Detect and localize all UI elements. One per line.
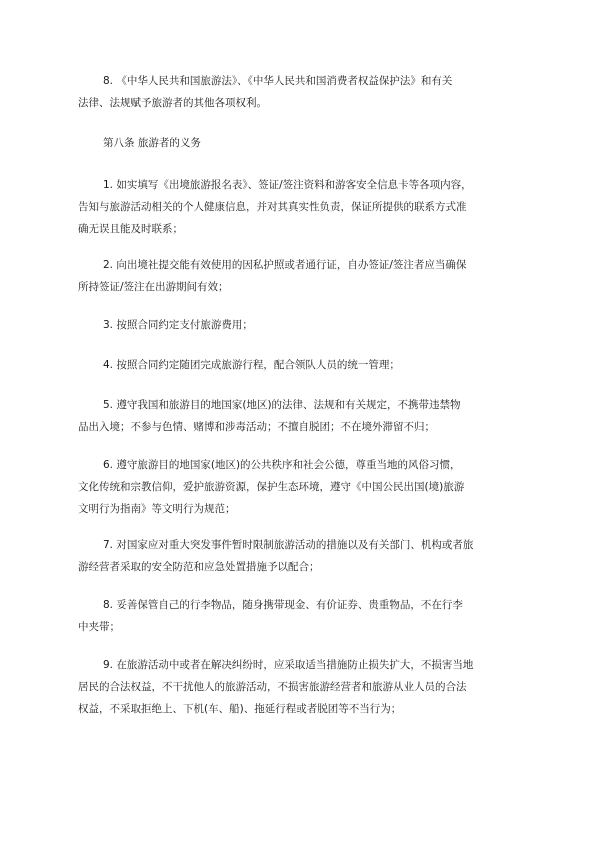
obligation-item-2-line-1: 2. 向出境社提交能有效使用的因私护照或者通行证，自办签证/签注者应当确保 xyxy=(103,259,467,271)
obligation-item-2-line-2: 所持签证/签注在出游期间有效； xyxy=(78,281,229,293)
rights-item-8 xyxy=(78,70,533,114)
obligation-item-8-line-2: 中夹带； xyxy=(78,621,120,633)
obligation-item-1 xyxy=(78,174,533,240)
obligation-item-5 xyxy=(78,394,533,438)
obligation-item-9-line-2: 居民的合法权益，不干扰他人的旅游活动，不损害旅游经营者和旅游从业人员的合法 xyxy=(78,681,467,693)
obligation-item-1-line-3: 确无误且能及时联系； xyxy=(78,223,183,235)
obligation-item-4-line-1: 4. 按照合同约定随团完成旅游行程，配合领队人员的统一管理； xyxy=(103,359,400,371)
obligation-item-8-line-1: 8. 妥善保管自己的行李物品，随身携带现金、有价证券、贵重物品，不在行李 xyxy=(103,599,463,611)
obligation-item-7 xyxy=(78,534,533,578)
obligation-item-6 xyxy=(78,454,533,520)
obligation-item-3-line-1: 3. 按照合同约定支付旅游费用； xyxy=(103,319,253,331)
rights-item-8-line-1: 8. 《中华人民共和国旅游法》、《中华人民共和国消费者权益保护法》和有关 xyxy=(103,75,453,87)
obligation-item-7-line-1: 7. 对国家应对重大突发事件暂时限制旅游活动的措施以及有关部门、机构或者旅 xyxy=(103,539,474,551)
obligation-item-5-line-2: 品出入境；不参与色情、赌博和涉毒活动；不擅自脱团；不在境外滞留不归； xyxy=(78,421,435,433)
obligation-item-6-line-3: 文明行为指南》等文明行为规范； xyxy=(78,503,236,515)
obligation-item-3 xyxy=(103,314,533,336)
obligation-item-2 xyxy=(78,254,533,298)
obligation-item-4 xyxy=(103,354,533,376)
obligation-item-8 xyxy=(78,594,533,638)
obligation-item-9-line-3: 权益，不采取拒绝上、下机(车、船)、拖延行程或者脱团等不当行为； xyxy=(78,703,402,715)
article-8-heading: 第八条 旅游者的义务 xyxy=(103,137,201,149)
obligation-item-6-line-1: 6. 遵守旅游目的地国家(地区)的公共秩序和社会公德，尊重当地的风俗习惯， xyxy=(103,459,461,471)
rights-item-8-line-2: 法律、法规赋予旅游者的其他各项权利。 xyxy=(78,97,267,109)
obligation-item-1-line-1: 1. 如实填写《出境旅游报名表》、签证/签注资料和游客安全信息卡等各项内容， xyxy=(103,179,472,191)
obligation-item-5-line-1: 5. 遵守我国和旅游目的地国家(地区)的法律、法规和有关规定，不携带违禁物 xyxy=(103,399,461,411)
obligation-item-6-line-2: 文化传统和宗教信仰，爱护旅游资源，保护生态环境，遵守《中国公民出国(境)旅游 xyxy=(78,481,465,493)
obligation-item-1-line-2: 告知与旅游活动相关的个人健康信息，并对其真实性负责，保证所提供的联系方式准 xyxy=(78,201,467,213)
obligation-item-9-line-1: 9. 在旅游活动中或者在解决纠纷时，应采取适当措施防止损失扩大，不损害当地 xyxy=(103,659,474,671)
obligation-item-7-line-2: 游经营者采取的安全防范和应急处置措施予以配合； xyxy=(78,561,320,573)
obligation-item-9 xyxy=(78,654,533,720)
